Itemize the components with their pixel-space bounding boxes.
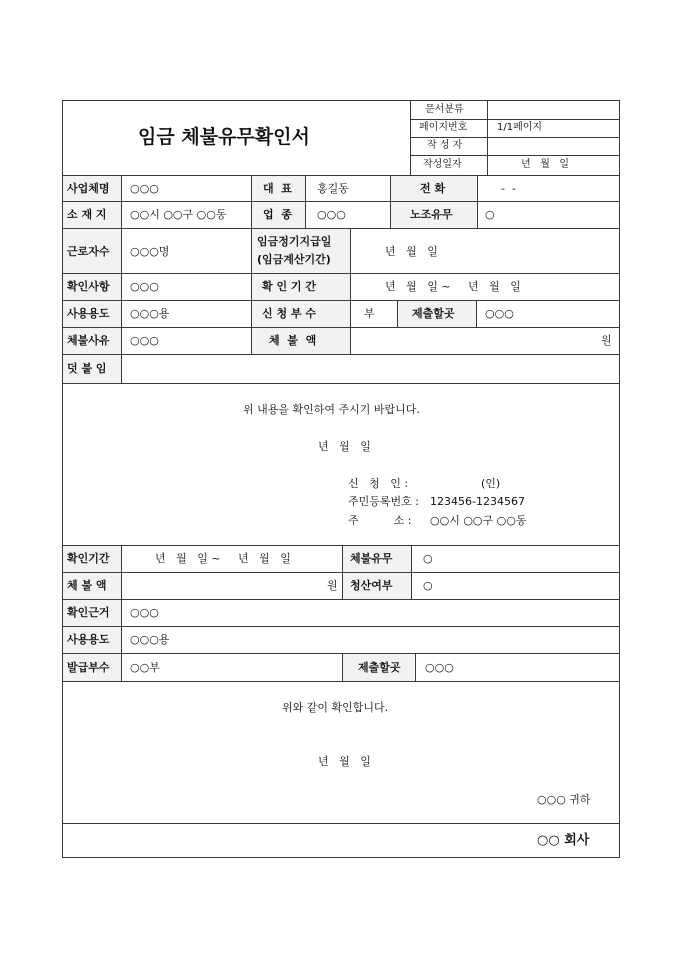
date-label: 작성일자	[423, 159, 462, 170]
s2-basis-value: ○○○	[130, 606, 159, 619]
address-label: 소 재 지	[67, 208, 107, 221]
amount-label: 체 불 액	[269, 334, 317, 347]
industry-value: ○○○	[317, 208, 346, 221]
phone-label: 전 화	[420, 182, 446, 195]
amount-value-cell	[350, 327, 620, 355]
attachment-label: 덧 붙 임	[67, 362, 107, 375]
attachment-value-cell	[121, 354, 620, 384]
s2-arrears-value: ○	[423, 552, 433, 565]
doc-class-label: 문서분류	[425, 104, 464, 115]
s2-submit-to-label: 제출할곳	[358, 661, 401, 674]
request-address-label: 주 소 :	[348, 514, 412, 527]
workers-value: ○○○명	[130, 245, 170, 258]
confirm-period-value: 년 월 일 ~ 년 월 일	[385, 280, 521, 293]
rep-value: 홍길동	[317, 182, 349, 195]
request-copies-value: 부	[364, 307, 375, 320]
s2-usage-label: 사용용도	[67, 633, 110, 646]
amount-unit: 원	[601, 334, 612, 347]
rep-label: 대 표	[263, 182, 292, 195]
s2-period-label: 확인기간	[67, 552, 110, 565]
phone-value-cell	[477, 175, 620, 202]
recipient: ○○○ 귀하	[537, 793, 591, 806]
reason-value: ○○○	[130, 334, 159, 347]
applicant-seal: (인)	[481, 477, 501, 490]
union-label: 노조유무	[410, 208, 453, 221]
s2-arrears-value-cell	[411, 545, 620, 573]
confirmation-date: 년 월 일	[318, 755, 371, 768]
s2-arrears-label: 체불유무	[350, 552, 393, 565]
author-label: 작 성 자	[427, 140, 463, 151]
payday-label-2: (임금계산기간)	[257, 253, 331, 266]
usage-value: ○○○용	[130, 307, 170, 320]
company-name: ○○ 회사	[537, 833, 590, 848]
industry-label: 업 종	[263, 208, 292, 221]
address-value: ○○시 ○○구 ○○동	[130, 208, 227, 221]
submit-to-label: 제출할곳	[412, 307, 455, 320]
id-label: 주민등록번호 :	[348, 495, 419, 508]
s2-basis-value-cell	[121, 599, 620, 627]
payday-label-1: 임금정기지급일	[257, 235, 332, 248]
confirm-item-label: 확인사항	[67, 280, 110, 293]
s2-amount-unit: 원	[327, 579, 338, 592]
page-no-label: 페이지번호	[419, 122, 468, 133]
reason-label: 체불사유	[67, 334, 110, 347]
applicant-label: 신 청 인 :	[348, 477, 409, 490]
s2-settled-label: 청산여부	[350, 579, 393, 592]
confirm-period-label: 확 인 기 간	[262, 280, 316, 293]
s2-submit-to-value: ○○○	[425, 661, 454, 674]
s2-period-value: 년 월 일 ~ 년 월 일	[155, 552, 291, 565]
author-value-cell	[487, 137, 620, 156]
page-no-value: 1/1페이지	[497, 122, 543, 133]
confirmation-sentence: 위와 같이 확인합니다.	[282, 701, 389, 714]
document-title: 임금 체불유무확인서	[138, 126, 310, 148]
workers-label: 근로자수	[67, 245, 110, 258]
usage-label: 사용용도	[67, 307, 110, 320]
s2-amount-label: 체 불 액	[67, 579, 107, 592]
payday-value: 년 월 일	[385, 245, 438, 258]
business-name-label: 사업체명	[67, 182, 110, 195]
request-sentence: 위 내용을 확인하여 주시기 바랍니다.	[243, 403, 420, 416]
request-date: 년 월 일	[318, 440, 371, 453]
s2-amount-value-cell	[121, 572, 343, 600]
s2-usage-value-cell	[121, 626, 620, 654]
s2-copies-value: ○○부	[130, 661, 160, 674]
confirm-item-value: ○○○	[130, 280, 159, 293]
s2-settled-value: ○	[423, 579, 433, 592]
s2-copies-label: 발급부수	[67, 661, 110, 674]
request-address-value: ○○시 ○○구 ○○동	[430, 514, 527, 527]
s2-usage-value: ○○○용	[130, 633, 170, 646]
union-value-cell	[477, 201, 620, 229]
id-value: 123456-1234567	[430, 495, 525, 508]
business-name-value: ○○○	[130, 182, 159, 195]
request-copies-label: 신 청 부 수	[262, 307, 316, 320]
date-value: 년 월 일	[521, 159, 570, 170]
s2-settled-value-cell	[411, 572, 620, 600]
union-value: ○	[485, 208, 495, 221]
phone-value: - -	[501, 182, 516, 195]
doc-class-value-cell	[487, 100, 620, 120]
submit-to-value: ○○○	[485, 307, 514, 320]
s2-basis-label: 확인근거	[67, 606, 110, 619]
